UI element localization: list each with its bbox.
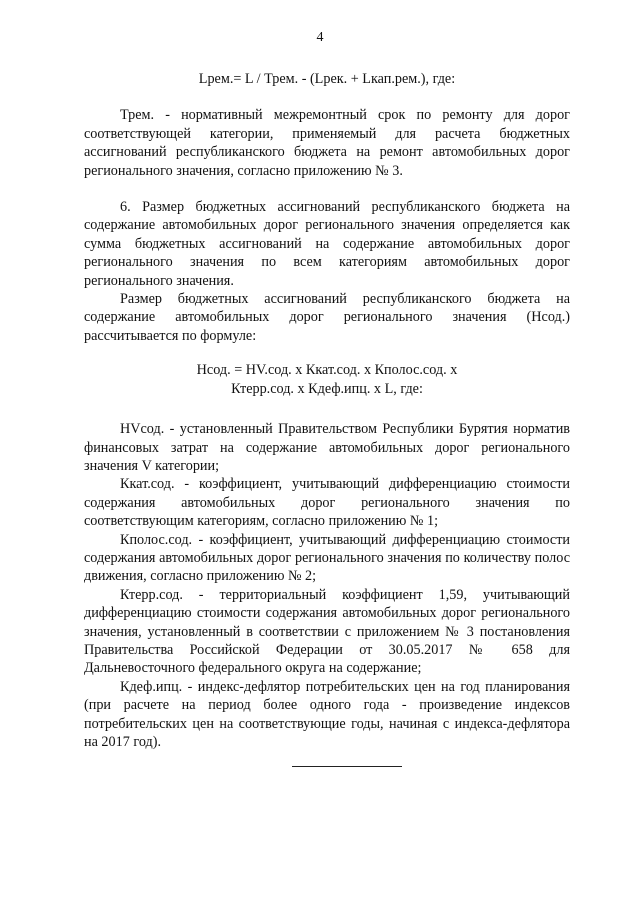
maintenance-formula-line-1: Нсод. = НV.сод. х Ккат.сод. х Кполос.сод. х <box>196 362 458 379</box>
section-6-paragraph: 6. Размер бюджетных ассигнований республиканского бюджета на содержание автомобильных дорог регионального значения определяется как сумма бюджетных ассигнований на содержание автомобильных дорог регионального значения по всем категориям автомобильных дорог регионального значения. <box>84 199 570 289</box>
definition-kkat-sod: Ккат.сод. - коэффициент, учитывающий дифференциацию стоимости содержания автомобильных дорог регионального значения по соответствующим категориям, согласно приложению № 1; <box>84 476 570 530</box>
footer-divider <box>292 766 402 767</box>
definition-kdef-ipc: Кдеф.ипц. - индекс-дефлятор потребительских цен на год планирования (при расчете на период более одного года - произведение индексов потребительских цен на соответствующие годы, начиная с индекса-дефлятора на 2017 год). <box>84 678 570 750</box>
page-number: 4 <box>316 30 324 45</box>
repair-formula: Lрем.= L / Трем. - (Lрек. + Lкап.рем.), где: <box>198 71 456 87</box>
paragraph-gap <box>84 180 570 198</box>
section-6-formula-intro: Размер бюджетных ассигнований республиканского бюджета на содержание автомобильных дорог регионального значения (Нсод.) рассчитывается по формуле: <box>84 291 570 344</box>
maintenance-formula-line-2: Ктерр.сод. х Кдеф.ипц. х L, где: <box>231 380 423 397</box>
document-body <box>84 70 570 751</box>
definition-kterr-sod: Ктерр.сод. - территориальный коэффициент 1,59, учитывающий дифференциацию стоимости содержания автомобильных дорог регионального значения, установленный в соответствии с приложением № 3 постановления Правительства Российской Федерации от 30.05.2017 № 658 для Дальневосточного федерального округа на содержание; <box>84 586 570 677</box>
definition-kpolos-sod: Кполос.сод. - коэффициент, учитывающий дифференциацию стоимости содержания автомобильных дорог регионального значения по количеству полос движения, согласно приложению № 2; <box>84 531 570 585</box>
definition-trem: Трем. - нормативный межремонтный срок по ремонту для дорог соответствующей категории, применяемый для расчета бюджетных ассигнований республиканского бюджета на ремонт автомобильных дорог регионального значения, согласно приложению № 3. <box>84 107 570 179</box>
maintenance-formula <box>84 361 570 398</box>
definition-hv-sod: НVсод. - установленный Правительством Республики Бурятия норматив финансовых затрат на содержание автомобильных дорог регионального значения V категории; <box>84 421 570 474</box>
